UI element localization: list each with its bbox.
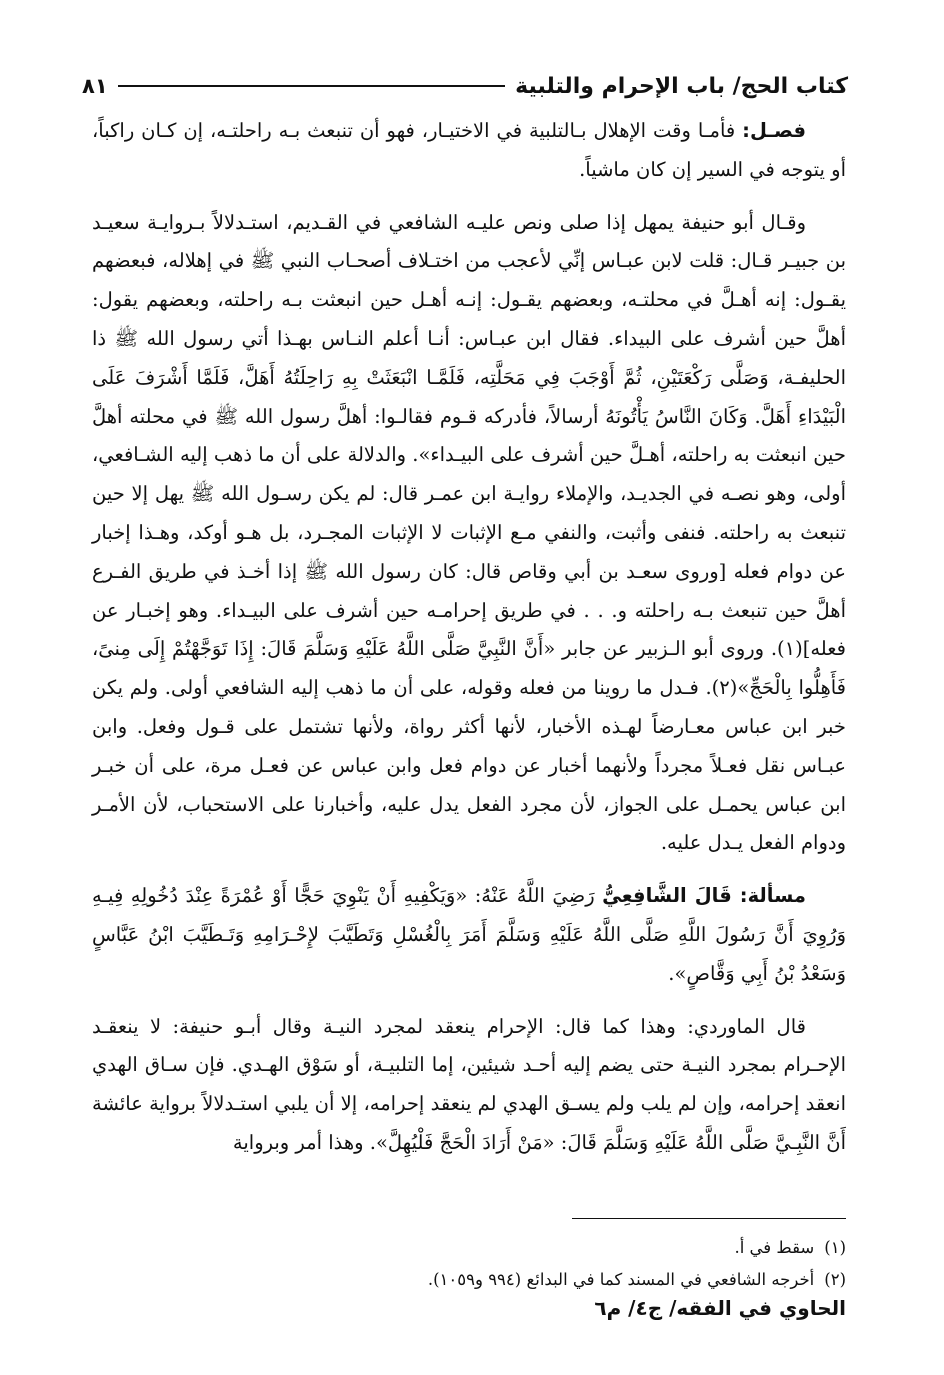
footnote-rule <box>572 1218 846 1219</box>
paragraph-text: رَضِيَ اللَّهُ عَنْهُ: «وَيَكْفِيهِ أَنْ يَنْوِيَ حَجًّا أَوْ عُمْرَةً عِنْدَ دُخُولِهِ فِيـهِ وَرُوِيَ أَنَّ رَسُولَ اللَّهِ صَلَّى اللَّهُ عَلَيْهِ وَسَلَّمَ أَمَرَ بِالْغُسْلِ وَتَطَيَّبَ لإِحْـرَامِهِ وَتَـطَيَّبَ ابْنُ عَبَّاسٍ وَسَعْدُ بْنُ أَبِي وَقَّاصٍ». <box>92 884 846 985</box>
footnote-number: (١) <box>824 1238 846 1257</box>
footnotes <box>92 1232 846 1296</box>
paragraph-text: وقـال أبو حنيفة يمهل إذا صلى ونص عليـه الشافعي في القـديم، استـدلالاً بـروايـة سعيـد بن جبيـر قـال: قلت لابن عبـاس إنِّي لأعجب من اختـلاف أصحـاب النبي ﷺ في إهلاله، فبعضهم يقـول: إنه أهـلَّ في محلتـه، وبعضهم يقـول: إنـه أهـل حين انبعثت بـه راحلته، وبعضهم يقول: أهلَّ حين أشرف على البيداء. فقال ابن عبـاس: أنـا أعلم النـاس بهـذا أتي رسول الله ﷺ ذا الحليفـة، وَصَلَّى رَكْعَتَيْنِ، ثُمَّ أَوْجَبَ فِي مَحَلَّتِه، فَلَمَّـا انْبَعَثَتْ بِهِ رَاحِلَتُهُ أَهَلَّ، فَلَمَّا أَشْرَفَ عَلَى الْبَيْدَاءِ أَهَلَّ. وَكَانَ النَّاسُ يَأْتُونَهُ أرسالاً، فأدركه قـوم فقالـوا: أهلَّ رسول الله ﷺ في محلته أهلَّ حين انبعثت به راحلته، أهـلَّ حين أشرف على البيـداء». والدلالة على أن ما ذهب إليه الشـافعي، أولى، وهو نصـه في الجديـد، والإملاء روايـة ابن عمـر قال: لم يكن رسـول الله ﷺ يهل إلا حين تنبعث به راحلته. فنفى وأثبت، والنفي مـع الإثبات لا الإثبات المجـرد، بل هـو أوكد، وهـذا إخبار عن دوام فعله [وروى سعـد بن أبي وقاص قال: كان رسول الله ﷺ إذا أخـذ في طريق الفـرع أهلَّ حين تنبعث بـه راحلته و. . . في طريق إحرامـه حين أشرف على البيـداء. وهو إخبـار عن فعله](١). وروى أبو الـزبير عن جابر «أَنَّ النَّبِيَّ صَلَّى اللَّهُ عَلَيْهِ وَسَلَّمَ قَالَ: إِذَا تَوَجَّهْتُمْ إِلَى مِنىً، فَأَهِلُّوا بِالْحَجِّ»(٢). فـدل ما روينا من فعله وقوله، على أن ما ذهب إليه الشافعي أولى. ولم يكن خبر ابن عباس معـارضاً لهـذه الأخبار، لأنها أكثر رواة، ولأنها تشتمل على قـول وفعل. وابن عبـاس نقل فعـلاً مجرداً ولأنهما أخبار عن دوام فعل وابن عباس عن فعـل مرة، على أن خبـر ابن عباس يحمـل على الجواز، لأن مجرد الفعل يدل عليه، وأخبارنا على الاستحباب، لأن الأمـر ودوام الفعل يـدل عليه. <box>92 210 847 855</box>
section-label: فصـل: <box>742 119 806 142</box>
running-title: كتاب الحج/ باب الإحرام والتلبية <box>515 73 848 99</box>
paragraph-text: قال الماوردي: وهذا كما قال: الإحرام ينعقد لمجرد النيـة وقال أبـو حنيفة: لا ينعقـد الإحـرام بمجرد النيـة حتى يضم إليه أحـد شيئين، إما التلبيـة، أو سَوْق الهـدي. فإن سـاق الهدي انعقد إحرامه، وإن لم يلب ولم يسـق الهدي لم ينعقد إحرامه، إلا أن يلبي استـدلالاً برواية عائشة أَنَّ النَّبِـيَّ صَلَّى اللَّهُ عَلَيْهِ وَسَلَّمَ قَالَ: «مَنْ أَرَادَ الْحَجَّ فَلْيُهِلَّ». وهذا أمر وبرواية <box>92 1014 846 1154</box>
page-number: ٨١ <box>82 74 108 98</box>
footnote <box>92 1264 846 1296</box>
footnote-number: (٢) <box>824 1270 846 1289</box>
header-rule <box>118 85 506 87</box>
paragraph-mawardi <box>92 1008 846 1163</box>
footnote-text: سقط في أ. <box>734 1238 815 1257</box>
body-text <box>92 112 846 1163</box>
page-header <box>82 66 848 106</box>
paragraph-text: فأمـا وقت الإهلال بـالتلبية في الاختيـار، فهو أن تنبعث بـه راحلتـه، إن كـان راكباً، أو يتوجه في السير إن كان ماشياً. <box>92 119 846 181</box>
paragraph-fasl <box>92 112 846 190</box>
masala-label: مسألة: قَالَ الشَّافِعِيُّ <box>602 884 806 908</box>
footnote <box>92 1232 846 1264</box>
footer-signature: الحاوي في الفقه/ ج٤/ م٦ <box>594 1296 846 1320</box>
footnote-text: أخرجه الشافعي في المسند كما في البدائع (٩٩٤ و١٠٥٩). <box>427 1270 815 1289</box>
paragraph-masala <box>92 877 846 993</box>
paragraph-abu-hanifa <box>92 204 846 864</box>
page-footer <box>70 1296 846 1320</box>
